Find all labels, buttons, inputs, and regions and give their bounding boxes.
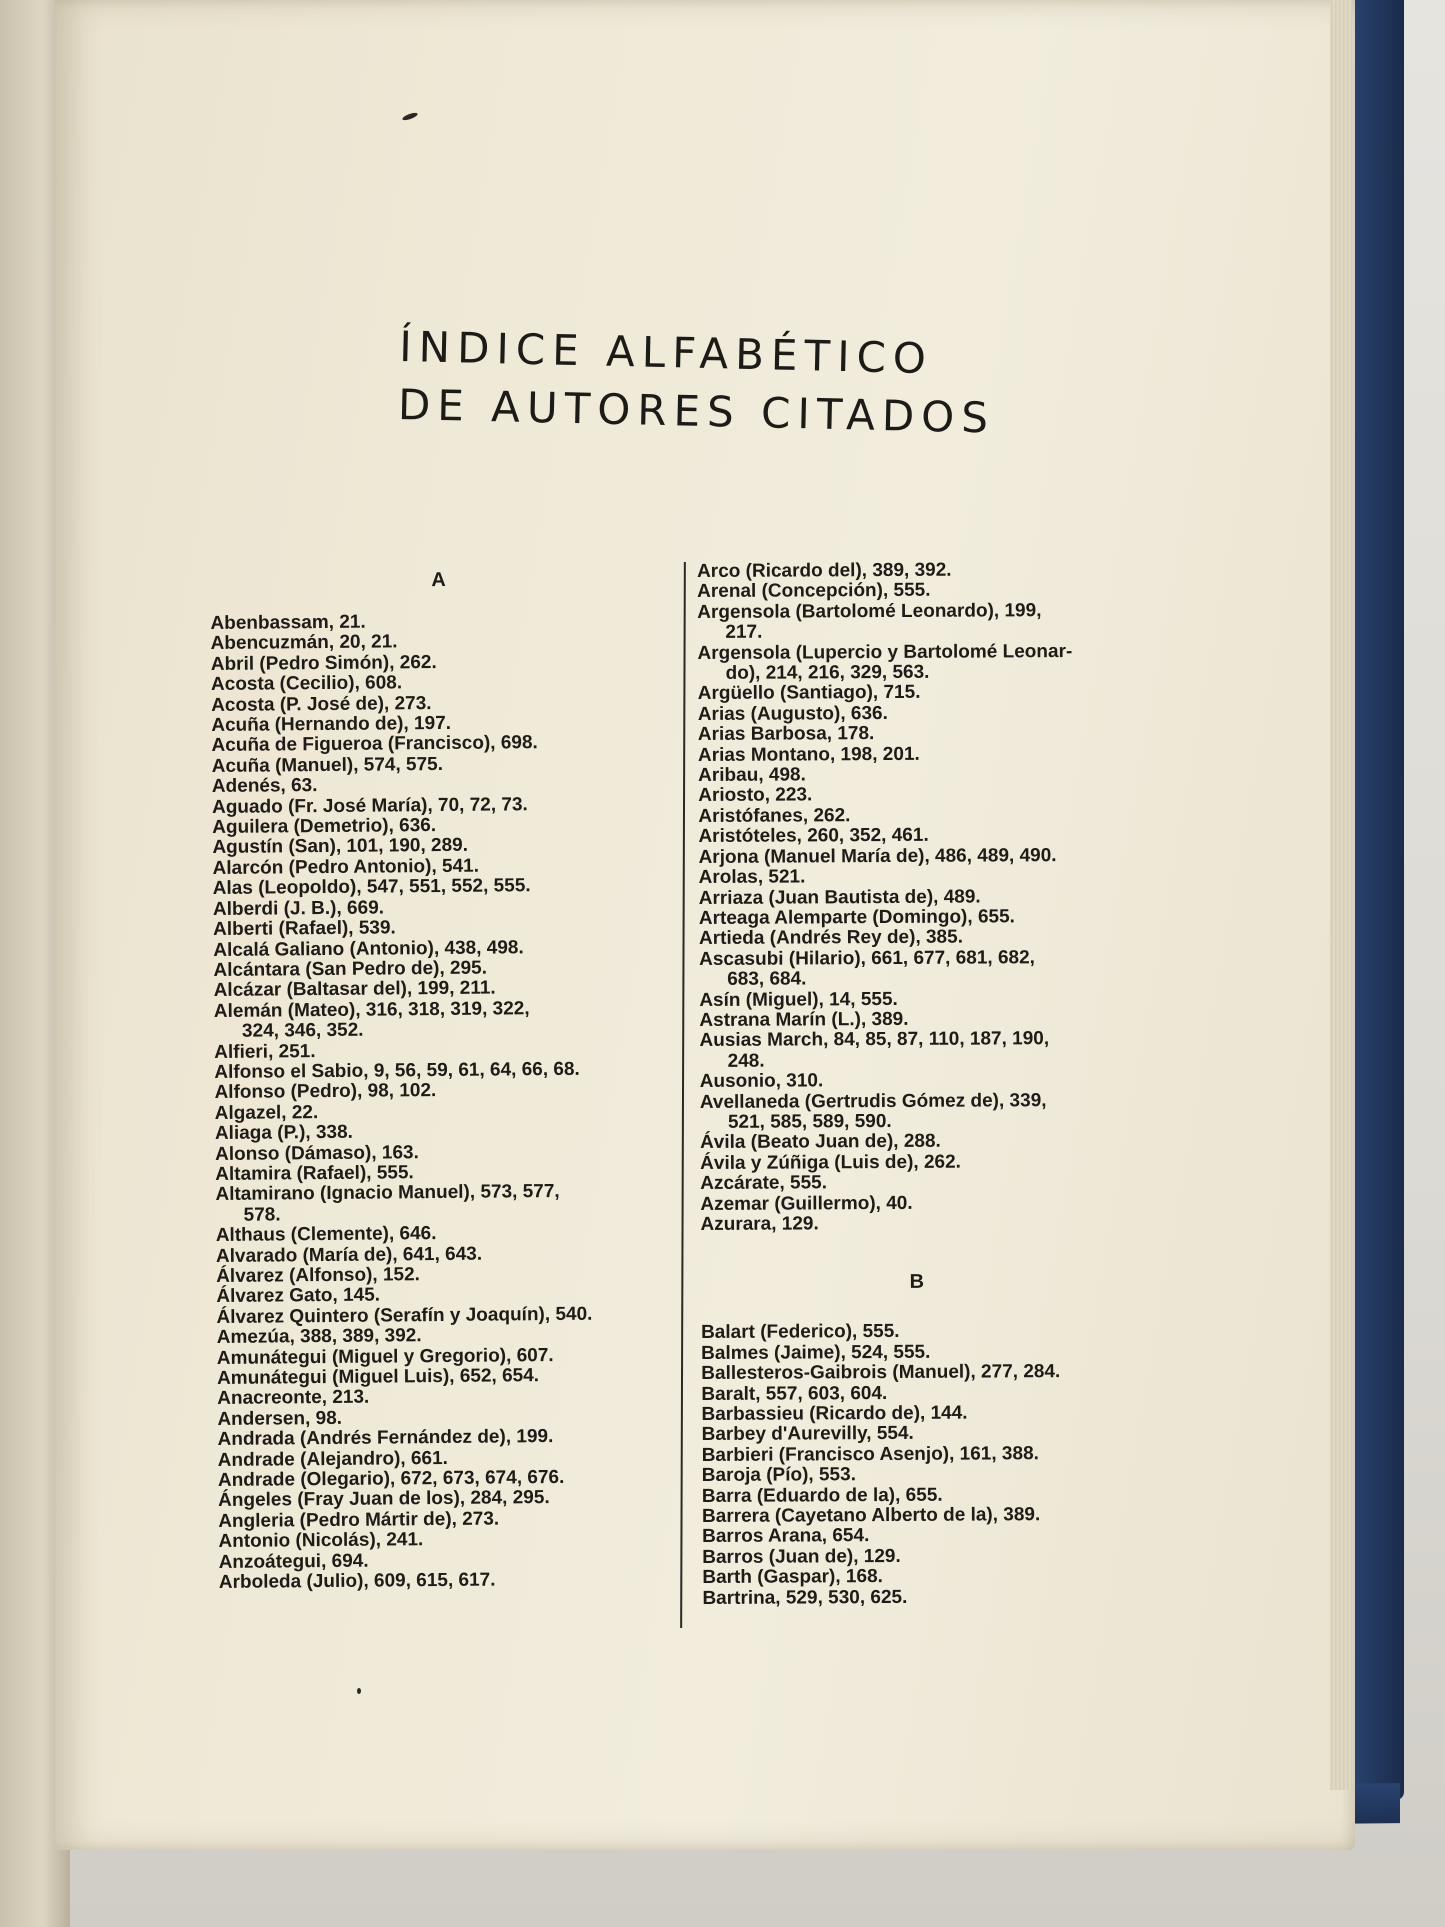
index-entry: Adenés, 63. — [211, 775, 318, 798]
index-entry: Alberti (Rafael), 539. — [213, 917, 396, 941]
index-entry: Altamirano (Ignacio Manuel), 573, 577, — [215, 1181, 560, 1206]
index-entry: Álvarez (Alfonso), 152. — [216, 1264, 421, 1287]
index-entry: Amunátegui (Miguel Luis), 652, 654. — [216, 1365, 540, 1390]
index-entry: do), 214, 216, 329, 563. — [725, 661, 930, 684]
index-entry: 578. — [243, 1204, 281, 1226]
index-entry: Arteaga Alemparte (Domingo), 655. — [698, 906, 1015, 929]
index-entry: 217. — [725, 621, 763, 644]
index-entry: Ausonio, 310. — [699, 1070, 824, 1093]
index-entry: Alarcón (Pedro Antonio), 541. — [212, 855, 480, 879]
entry-list — [211, 610, 675, 1593]
index-entry: Azcárate, 555. — [700, 1172, 828, 1195]
index-entry: Acuña (Hernando de), 197. — [211, 712, 452, 737]
index-entry: Ascasubi (Hilario), 661, 677, 681, 682, — [699, 946, 1035, 970]
index-entry: Aristófanes, 262. — [698, 805, 851, 827]
index-entry: Andersen, 98. — [217, 1407, 343, 1430]
index-entry: 521, 585, 589, 590. — [727, 1110, 892, 1133]
index-entry: Balmes (Jaime), 524, 555. — [701, 1341, 931, 1364]
index-entry: Ausias March, 84, 85, 87, 110, 187, 190, — [699, 1028, 1050, 1052]
index-entry: Avellaneda (Gertrudis Gómez de), 339, — [699, 1089, 1047, 1113]
index-entry: Amunátegui (Miguel y Gregorio), 607. — [216, 1344, 554, 1369]
index-entry: Arjona (Manuel María de), 486, 489, 490. — [698, 844, 1057, 868]
index-entry: Antonio (Nicolás), 241. — [218, 1529, 424, 1553]
index-entry: Arboleda (Julio), 609, 615, 617. — [218, 1569, 496, 1594]
title-line-2: DE AUTORES CITADOS — [397, 379, 996, 443]
page-stack-edge — [1330, 0, 1352, 1790]
index-entry: 683, 684. — [727, 968, 807, 990]
index-entry: Bartrina, 529, 530, 625. — [702, 1586, 908, 1609]
index-entry: Amezúa, 388, 389, 392. — [216, 1325, 422, 1349]
index-entry: Anzoátegui, 694. — [218, 1550, 369, 1573]
index-entry: Abenbassam, 21. — [210, 611, 366, 635]
index-entry: Alemán (Mateo), 316, 318, 319, 322, — [213, 997, 530, 1022]
index-entry: Artieda (Andrés Rey de), 385. — [698, 926, 964, 950]
left-column — [211, 568, 675, 1593]
index-entry: Abril (Pedro Simón), 262. — [210, 651, 437, 675]
index-entry: Agustín (San), 101, 190, 289. — [212, 835, 469, 859]
index-entry: 248. — [727, 1050, 765, 1072]
section-letter-a: A — [431, 568, 446, 592]
index-entry: Andrada (Andrés Fernández de), 199. — [217, 1426, 554, 1451]
index-entry: Balart (Federico), 555. — [700, 1321, 900, 1344]
page-title — [397, 318, 996, 447]
index-entry: Angleria (Pedro Mártir de), 273. — [218, 1508, 500, 1532]
right-column — [698, 560, 1133, 1609]
index-entry: Andrade (Olegario), 672, 673, 674, 676. — [217, 1467, 565, 1492]
index-entry: Álvarez Gato, 145. — [216, 1284, 381, 1308]
index-entry: Alcántara (San Pedro de), 295. — [213, 957, 488, 981]
index-entry: Arco (Ricardo del), 389, 392. — [696, 559, 952, 583]
index-entry: Baroja (Pío), 553. — [701, 1464, 857, 1487]
index-entry: Aguilera (Demetrio), 636. — [212, 815, 437, 839]
index-entry: Abencuzmán, 20, 21. — [210, 631, 398, 655]
index-entry: Alas (Leopoldo), 547, 551, 552, 555. — [212, 875, 531, 900]
index-entry: Acosta (Cecilio), 608. — [210, 672, 403, 696]
index-entry: Algazel, 22. — [214, 1101, 319, 1124]
index-entry: Acosta (P. José de), 273. — [211, 692, 432, 716]
entry-list — [698, 560, 1132, 1236]
index-entry: Althaus (Clemente), 646. — [215, 1223, 437, 1247]
index-entry: Barros Arana, 654. — [702, 1525, 870, 1548]
index-entry: Andrade (Alejandro), 661. — [217, 1447, 449, 1471]
index-entry: Alvarado (María de), 641, 643. — [215, 1243, 483, 1267]
index-entry: Aguado (Fr. José María), 70, 72, 73. — [211, 793, 528, 818]
index-entry: Alfieri, 251. — [214, 1040, 316, 1063]
index-entry: Barbey d'Aurevilly, 554. — [701, 1423, 914, 1446]
index-entry: Arenal (Concepción), 555. — [697, 580, 931, 603]
index-entry: Alcalá Galiano (Antonio), 438, 498. — [213, 936, 524, 961]
index-entry: 324, 346, 352. — [241, 1019, 364, 1042]
index-entry: Alcázar (Baltasar del), 199, 211. — [213, 977, 496, 1002]
index-entry: Alfonso el Sabio, 9, 56, 59, 61, 64, 66, 68. — [214, 1058, 580, 1083]
index-entry: Argensola (Bartolomé Leonardo), 199, — [697, 600, 1042, 623]
index-entry: Acuña (Manuel), 574, 575. — [211, 753, 444, 777]
index-entry: Argensola (Lupercio y Bartolomé Leonar- — [697, 640, 1073, 664]
index-entry: Alberdi (J. B.), 669. — [212, 897, 385, 920]
index-entry: Aribau, 498. — [698, 764, 806, 787]
index-entry: Ávila y Zúñiga (Luis de), 262. — [700, 1151, 961, 1174]
index-entry: Anacreonte, 213. — [217, 1387, 370, 1410]
index-entry: Acuña de Figueroa (Francisco), 698. — [211, 732, 538, 757]
entry-list — [702, 1321, 1133, 1609]
index-entry: Astrana Marín (L.), 389. — [699, 1008, 909, 1031]
index-entry: Baralt, 557, 603, 604. — [701, 1382, 888, 1405]
ink-speck — [357, 1688, 361, 1694]
index-entry: Ávila (Beato Juan de), 288. — [699, 1131, 941, 1154]
index-entry: Barbassieu (Ricardo de), 144. — [701, 1402, 968, 1426]
index-entry: Alfonso (Pedro), 98, 102. — [214, 1080, 437, 1104]
index-entry: Barros (Juan de), 129. — [702, 1545, 901, 1568]
index-entry: Aristóteles, 260, 352, 461. — [698, 825, 929, 848]
index-entry: Álvarez Quintero (Serafín y Joaquín), 540. — [216, 1303, 593, 1328]
index-entry: Arias Montano, 198, 201. — [697, 743, 920, 766]
index-entry: Arriaza (Juan Bautista de), 489. — [698, 886, 981, 909]
section-letter-b: B — [909, 1271, 925, 1294]
index-entry: Azemar (Guillermo), 40. — [700, 1192, 913, 1215]
index-entry: Aliaga (P.), 338. — [214, 1121, 353, 1145]
index-entry: Barrera (Cayetano Alberto de la), 389. — [701, 1504, 1041, 1528]
index-entry: Arias Barbosa, 178. — [697, 723, 875, 746]
index-entry: Azurara, 129. — [700, 1213, 819, 1235]
index-entry: Barth (Gaspar), 168. — [702, 1566, 883, 1589]
index-entry: Altamira (Rafael), 555. — [215, 1162, 414, 1185]
index-entry: Arias (Augusto), 636. — [697, 702, 888, 725]
index-entry: Alonso (Dámaso), 163. — [214, 1141, 419, 1165]
index-entry: Arolas, 521. — [698, 866, 806, 889]
index-entry: Ballesteros-Gaibrois (Manuel), 277, 284. — [701, 1361, 1061, 1385]
index-entry: Asín (Miguel), 14, 555. — [699, 988, 898, 1011]
index-entry: Barbieri (Francisco Asenjo), 161, 388. — [701, 1443, 1039, 1466]
index-entry: Barra (Eduardo de la), 655. — [701, 1484, 943, 1507]
index-entry: Ariosto, 223. — [698, 784, 813, 807]
title-line-1: ÍNDICE ALFABÉTICO — [398, 321, 934, 384]
index-entry: Argüello (Santiago), 715. — [697, 682, 921, 705]
index-entry: Ángeles (Fray Juan de los), 284, 295. — [218, 1487, 550, 1512]
